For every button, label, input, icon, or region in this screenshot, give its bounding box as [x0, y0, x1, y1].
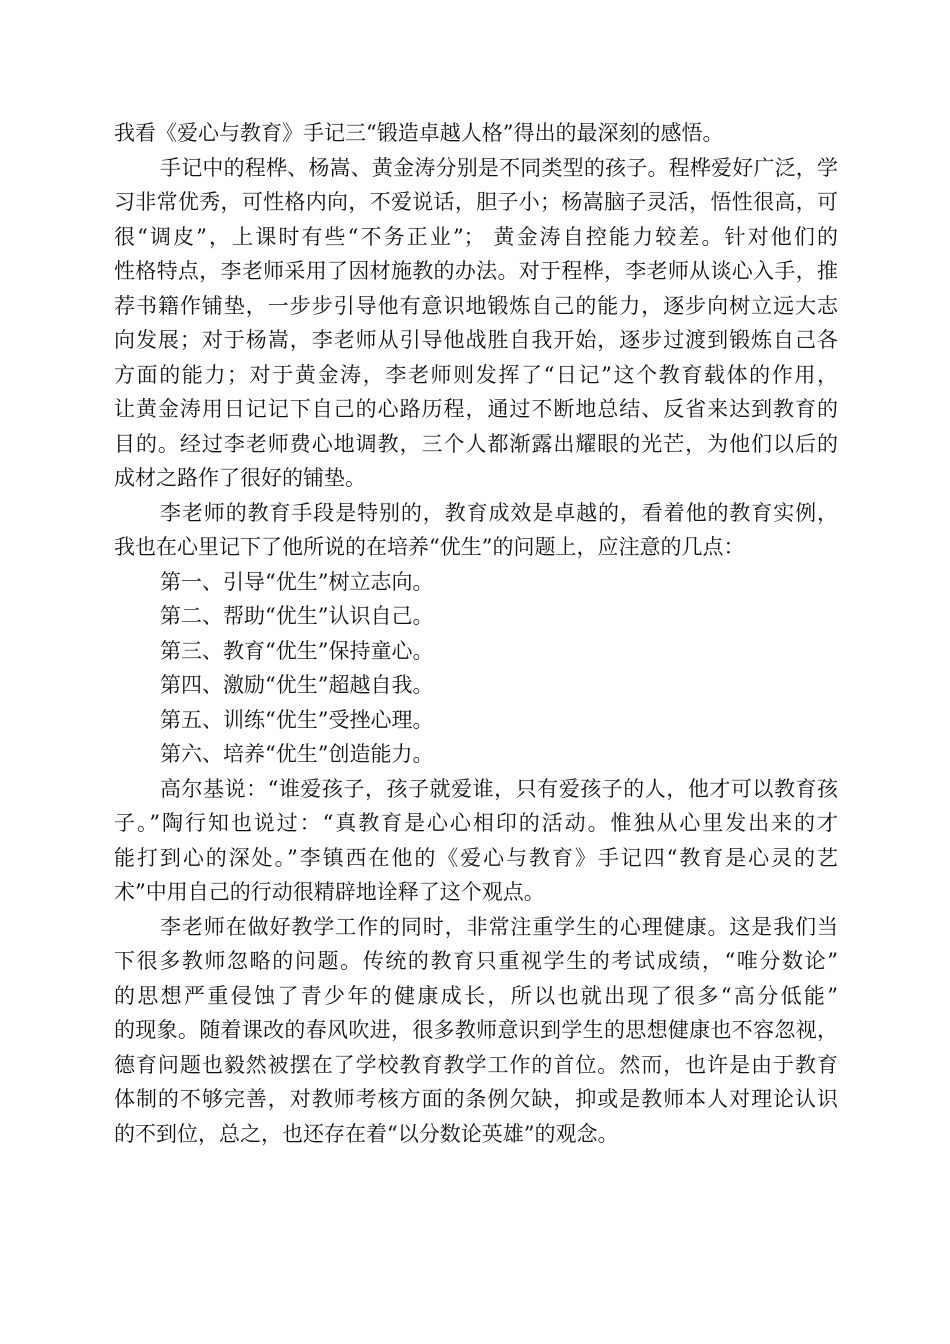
text-line: 第四、激励“优生”超越自我。 — [160, 673, 434, 697]
text-line: 李老师在做好教学工作的同时，非常注重学生的心理健康。这是我们当 — [160, 914, 838, 939]
text-line: 我也在心里记下了他所说的在培养“优生”的问题上，应注意的几点： — [114, 535, 745, 559]
text-line: 子。”陶行知也说过：“真教育是心心相印的活动。惟独从心里发出来的才 — [114, 811, 838, 835]
paragraph — [114, 737, 838, 772]
paragraph — [114, 668, 838, 703]
text-line: 性格特点，李老师采用了因材施教的办法。对于程桦，李老师从谈心入手，推 — [114, 259, 838, 283]
text-line: 成材之路作了很好的铺垫。 — [114, 466, 366, 490]
text-line: 很“调皮”，上课时有些“不务正业”； 黄金涛自控能力较差。针对他们的 — [114, 224, 838, 249]
text-line: 德育问题也毅然被摆在了学校教育教学工作的首位。然而，也许是由于教育 — [114, 1052, 838, 1077]
text-line: 方面的能力；对于黄金涛，李老师则发挥了“日记”这个教育载体的作用， — [114, 362, 838, 387]
text-line: 第五、训练“优生”受挫心理。 — [160, 707, 434, 732]
text-line: 我看《爱心与教育》手记三“锻造卓越人格”得出的最深刻的感悟。 — [114, 121, 724, 145]
text-line: 第二、帮助“优生”认识自己。 — [160, 604, 434, 628]
text-line: 让黄金涛用日记记下自己的心路历程，通过不断地总结、反省来达到教育的 — [114, 397, 838, 421]
text-line: 下很多教师忽略的问题。传统的教育只重视学生的考试成绩，“唯分数论” — [114, 949, 838, 973]
text-line: 术”中用自己的行动很精辟地诠释了这个观点。 — [114, 880, 545, 904]
text-line: 能打到心的深处。”李镇西在他的《爱心与教育》手记四“教育是心灵的艺 — [114, 845, 838, 870]
text-line: 第六、培养“优生”创造能力。 — [160, 742, 434, 766]
text-line: 荐书籍作铺垫，一步步引导他有意识地锻炼自己的能力，逐步向树立远大志 — [114, 293, 838, 318]
text-line: 的思想严重侵蚀了青少年的健康成长，所以也就出现了很多“高分低能” — [114, 983, 838, 1008]
text-line: 高尔基说：“谁爱孩子，孩子就爱谁，只有爱孩子的人，他才可以教育孩 — [160, 776, 838, 801]
text-line: 目的。经过李老师费心地调教，三个人都渐露出耀眼的光芒，为他们以后的 — [114, 431, 838, 456]
text-line: 第三、教育“优生”保持童心。 — [160, 638, 434, 663]
paragraph — [114, 496, 838, 565]
paragraph — [114, 599, 838, 634]
text-line: 习非常优秀，可性格内向，不爱说话，胆子小；杨嵩脑子灵活，悟性很高，可 — [114, 190, 838, 214]
paragraph — [114, 565, 838, 600]
paragraph — [114, 634, 838, 669]
paragraph — [114, 116, 838, 151]
paragraph — [114, 151, 838, 496]
paragraph — [114, 703, 838, 738]
document-page — [114, 116, 838, 1151]
text-line: 的现象。随着课改的春风吹进，很多教师意识到学生的思想健康也不容忽视， — [114, 1018, 838, 1042]
text-line: 第一、引导“优生”树立志向。 — [160, 569, 434, 594]
text-line: 李老师的教育手段是特别的，教育成效是卓越的，看着他的教育实例， — [160, 500, 838, 525]
text-line: 向发展；对于杨嵩，李老师从引导他战胜自我开始，逐步过渡到锻炼自己各 — [114, 328, 838, 352]
text-line: 体制的不够完善，对教师考核方面的条例欠缺，抑或是教师本人对理论认识 — [114, 1087, 838, 1111]
paragraph — [114, 772, 838, 910]
text-line: 的不到位，总之，也还存在着“以分数论英雄”的观念。 — [114, 1121, 619, 1146]
paragraph — [114, 910, 838, 1152]
text-line: 手记中的程桦、杨嵩、黄金涛分别是不同类型的孩子。程桦爱好广泛，学 — [160, 155, 838, 180]
